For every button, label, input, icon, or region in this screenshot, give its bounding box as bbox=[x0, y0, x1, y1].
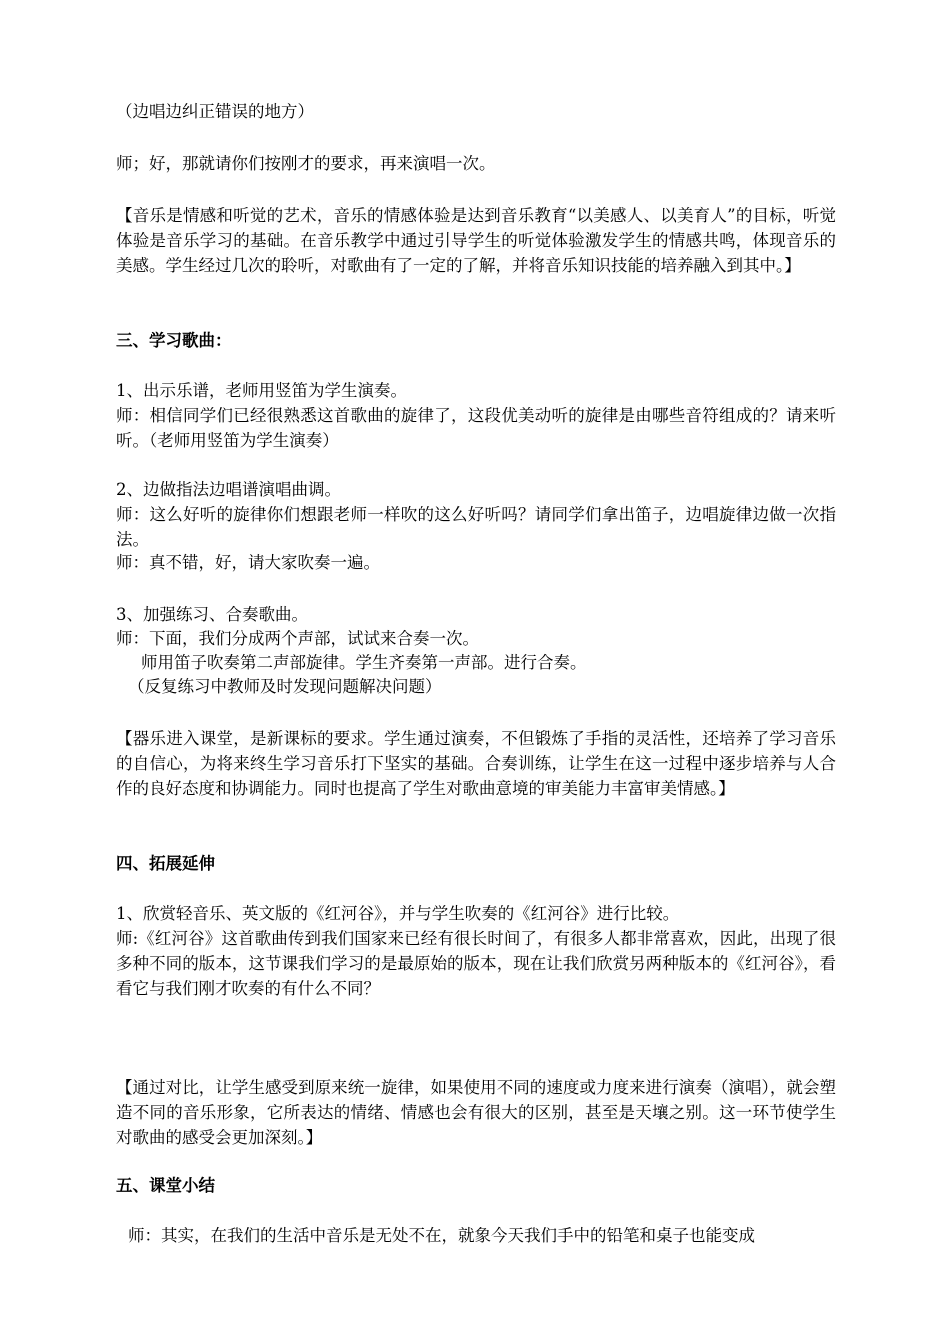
teacher-line: 师：其实，在我们的生活中音乐是无处不在，就象今天我们手中的铅笔和桌子也能变成 bbox=[128, 1226, 755, 1245]
activity-line: 师用笛子吹奏第二声部旋律。学生齐奏第一声部。进行合奏。 bbox=[141, 653, 587, 672]
comment-paragraph: 【音乐是情感和听觉的艺术，音乐的情感体验是达到音乐教育“以美感人、以美育人”的目标，听觉体验是音乐学习的基础。在音乐教学中通过引导学生的听觉体验激发学生的情感共鸣，体现音乐的美感。学生经过几次的聆听，对歌曲有了一定的了解，并将音乐知识技能的培养融入到其中。】 bbox=[116, 206, 836, 275]
teacher-line: 师：这么好听的旋律你们想跟老师一样吹的这么好听吗？请同学们拿出笛子，边唱旋律边做一次指法。 bbox=[116, 505, 836, 549]
teacher-line: 师：相信同学们已经很熟悉这首歌曲的旋律了，这段优美动听的旋律是由哪些音符组成的？请来听听。（老师用竖笛为学生演奏） bbox=[116, 406, 836, 450]
text-line: 师；好，那就请你们按刚才的要求，再来演唱一次。 bbox=[116, 154, 496, 173]
teacher-line: 师：真不错，好，请大家吹奏一遍。 bbox=[116, 553, 380, 572]
step-title: 3、加强练习、合奏歌曲。 bbox=[116, 605, 308, 624]
step-title: 1、欣赏轻音乐、英文版的《红河谷》，并与学生吹奏的《红河谷》进行比较。 bbox=[116, 904, 680, 923]
section-heading: 四、拓展延伸 bbox=[116, 854, 215, 873]
teacher-line: 师:《红河谷》这首歌曲传到我们国家来已经有很长时间了，有很多人都非常喜欢，因此，出现了很多种不同的版本，这节课我们学习的是最原始的版本，现在让我们欣赏另两种版本的《红河谷》，看看它与我们刚才吹奏的有什么不同？ bbox=[116, 929, 836, 998]
step-title: 2、边做指法边唱谱演唱曲调。 bbox=[116, 480, 341, 499]
section-heading: 五、课堂小结 bbox=[116, 1176, 215, 1195]
comment-paragraph: 【通过对比，让学生感受到原来统一旋律，如果使用不同的速度或力度来进行演奏（演唱），就会塑造不同的音乐形象，它所表达的情绪、情感也会有很大的区别，甚至是天壤之别。这一环节使学生对歌曲的感受会更加深刻。】 bbox=[116, 1078, 836, 1147]
comment-paragraph: 【器乐进入课堂，是新课标的要求。学生通过演奏，不但锻炼了手指的灵活性，还培养了学习音乐的自信心，为将来终生学习音乐打下坚实的基础。合奏训练，让学生在这一过程中逐步培养与人合作的良好态度和协调能力。同时也提高了学生对歌曲意境的审美能力丰富审美情感。】 bbox=[116, 729, 836, 798]
activity-line: （反复练习中教师及时发现问题解决问题） bbox=[128, 677, 442, 696]
teacher-line: 师：下面，我们分成两个声部，试试来合奏一次。 bbox=[116, 629, 479, 648]
section-heading: 三、学习歌曲： bbox=[116, 331, 232, 350]
step-title: 1、出示乐谱，老师用竖笛为学生演奏。 bbox=[116, 381, 407, 400]
text-line: （边唱边纠正错误的地方） bbox=[116, 102, 314, 121]
